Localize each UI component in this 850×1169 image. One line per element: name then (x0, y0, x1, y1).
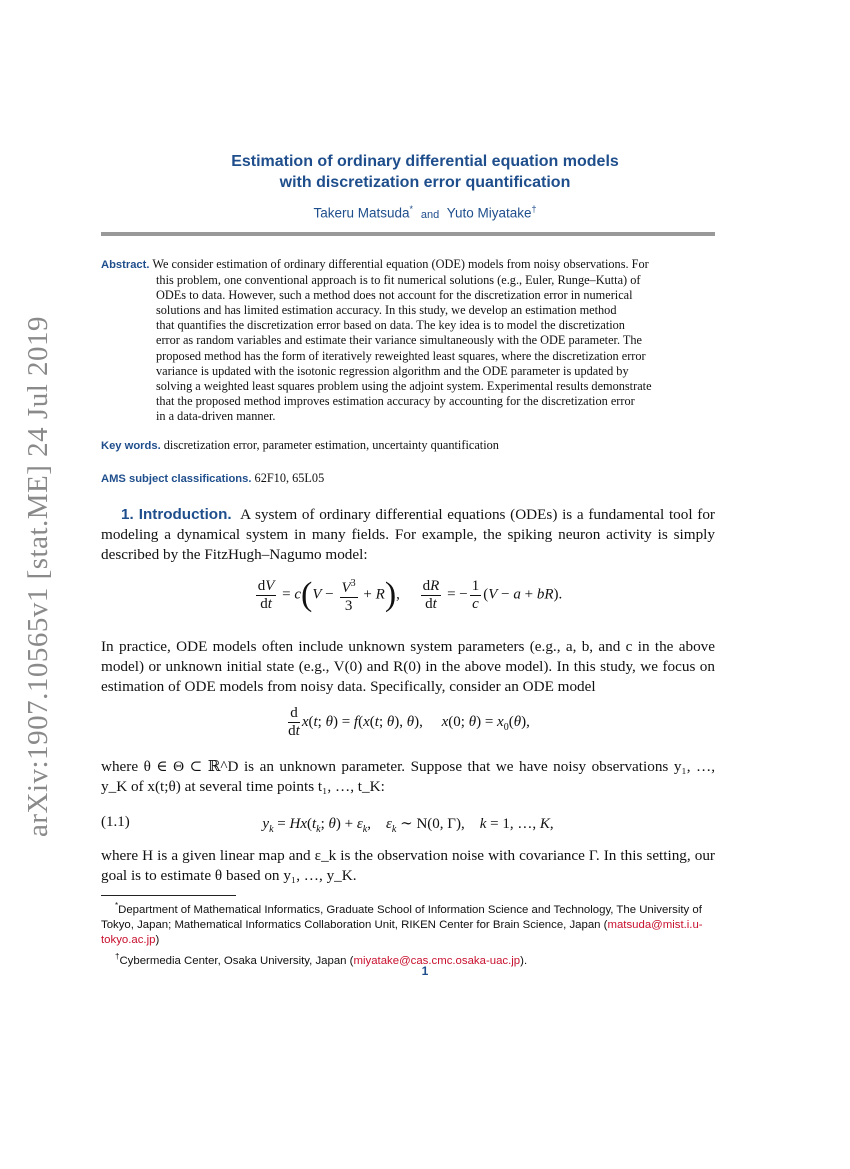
author-1: Takeru Matsuda (313, 205, 410, 221)
intro-text-3: where θ ∈ Θ ⊂ ℝ^D is an unknown parameter. Suppose that we have noisy observations y₁, …, y_K of x(t;θ) at several time points t₁, …, t_K: (101, 758, 715, 795)
observation-model-equation: $y_k = Hx(t_k$; $\theta) + \varepsilon_k$, $\varepsilon_k$ ∼ N(0, Γ), k = 1, …, K, (262, 816, 554, 835)
ode-model-equation: $\frac{d}{dt}$ x(t; θ) = f(x(t; θ), θ), x(0; $\theta) = x_0(\theta)$, (288, 705, 530, 739)
footnote-1-close: ) (155, 934, 160, 947)
abstract-line: solving a weighted least squares problem using the adjoint system. Experimental results demonstrate (156, 378, 652, 393)
abstract-line: variance is updated with the isotonic regression algorithm and the ODE parameter is updated by (156, 363, 629, 378)
footnote-1-email-link[interactable]: matsuda@mist.i.u-tokyo.ac.jp (101, 919, 703, 947)
abstract-line-0: We consider estimation of ordinary differential equation (ODE) models from noisy observations. For (152, 257, 649, 271)
abstract (101, 257, 715, 424)
title-line-2: with discretization error quantification (279, 174, 571, 191)
author-1-mark: * (409, 204, 414, 214)
paper-title (0, 151, 850, 193)
author-line (0, 204, 850, 221)
intro-paragraph-2 (101, 637, 715, 697)
footnote-2-email-link[interactable]: miyatake@cas.cmc.osaka-uac.jp (353, 954, 521, 967)
ams-label: AMS subject classifications. (101, 473, 252, 485)
ams-classifications (101, 471, 324, 486)
author-conjunction: and (420, 208, 440, 221)
abstract-line: that quantifies the discretization error based on data. The key idea is to model the discretization (156, 318, 625, 333)
abstract-line: ODEs to data. However, such a method does not account for the discretization error in numerical (156, 288, 633, 303)
abstract-line: this problem, one conventional approach is to fit numerical solutions (e.g., Euler, Runge–Kutta) of (156, 273, 641, 288)
equation-number: (1.1) (101, 814, 130, 830)
keywords-label: Key words. (101, 440, 161, 452)
abstract-first-line (101, 257, 715, 273)
footnote-1-text: Department of Mathematical Informatics, Graduate School of Information Science and Technology, The University of Tokyo, Japan; Mathematical Informatics Collaboration Unit, RIKEN Center for Brain Science, Japan ( (101, 903, 702, 932)
keywords-text: discretization error, parameter estimation, uncertainty quantification (163, 438, 499, 452)
intro-paragraph-1 (101, 505, 715, 565)
author-2: Yuto Miyatake (446, 205, 532, 221)
footnote-1-mark: * (115, 901, 119, 910)
arxiv-identifier-stamp: arXiv:1907.10565v1 [stat.ME] 24 Jul 2019 (22, 315, 54, 837)
abstract-line: solutions and has limited estimation accuracy. In this study, we develop an estimation method (156, 303, 617, 318)
page-number: 1 (421, 964, 429, 978)
intro-text-2: In practice, ODE models often include unknown system parameters (e.g., a, b, and c in the above model) or unknown initial state (e.g., V(0) and R(0) in the above model). In this study, we focus on estimation of ODE models from noisy data. Specifically, consider an ODE model (101, 638, 715, 695)
title-line-1: Estimation of ordinary differential equation models (231, 153, 619, 170)
abstract-line: in a data-driven manner. (156, 408, 276, 423)
footnote-2-text: Cybermedia Center, Osaka University, Japan ( (119, 954, 354, 967)
author-2-mark: † (531, 204, 537, 214)
ams-text: 62F10, 65L05 (254, 471, 325, 485)
abstract-label: Abstract. (101, 259, 150, 271)
fitzhugh-nagumo-equation: $\frac{dV}{dt}$ = c(V − $\frac{V^3}{3}$ + R), $\frac{dR}{dt}$ = − $\frac{1}{c}$ (V − a + bR). (257, 576, 563, 614)
footnotes (101, 898, 715, 969)
intro-paragraph-4 (101, 846, 715, 886)
title-divider (101, 232, 715, 236)
abstract-body (101, 273, 715, 424)
intro-text-1: A system of ordinary differential equations (ODEs) is a fundamental tool for modeling a dynamical system in many fields. For example, the spiking neuron activity is simply described by the FitzHugh–Nagumo model: (101, 506, 715, 563)
footnote-divider (101, 895, 236, 896)
abstract-line: error as random variables and estimate their variance simultaneously with the ODE parameter. The (156, 333, 643, 348)
keywords (101, 438, 499, 453)
intro-text-4: where H is a given linear map and ε_k is the observation noise with covariance Γ. In this setting, our goal is to estimate θ based on y₁, …, y_K. (101, 847, 715, 884)
section-heading: 1. Introduction. (121, 506, 232, 523)
abstract-line: proposed method has the form of iteratively reweighted least squares, where the discretization error (156, 348, 646, 363)
footnote-2-mark: † (115, 951, 120, 961)
footnote-2-close: ). (520, 954, 528, 967)
abstract-line: that the proposed method improves estimation accuracy by accounting for the discretization error (156, 393, 635, 408)
intro-paragraph-3 (101, 757, 715, 797)
footnote-1 (101, 898, 715, 949)
